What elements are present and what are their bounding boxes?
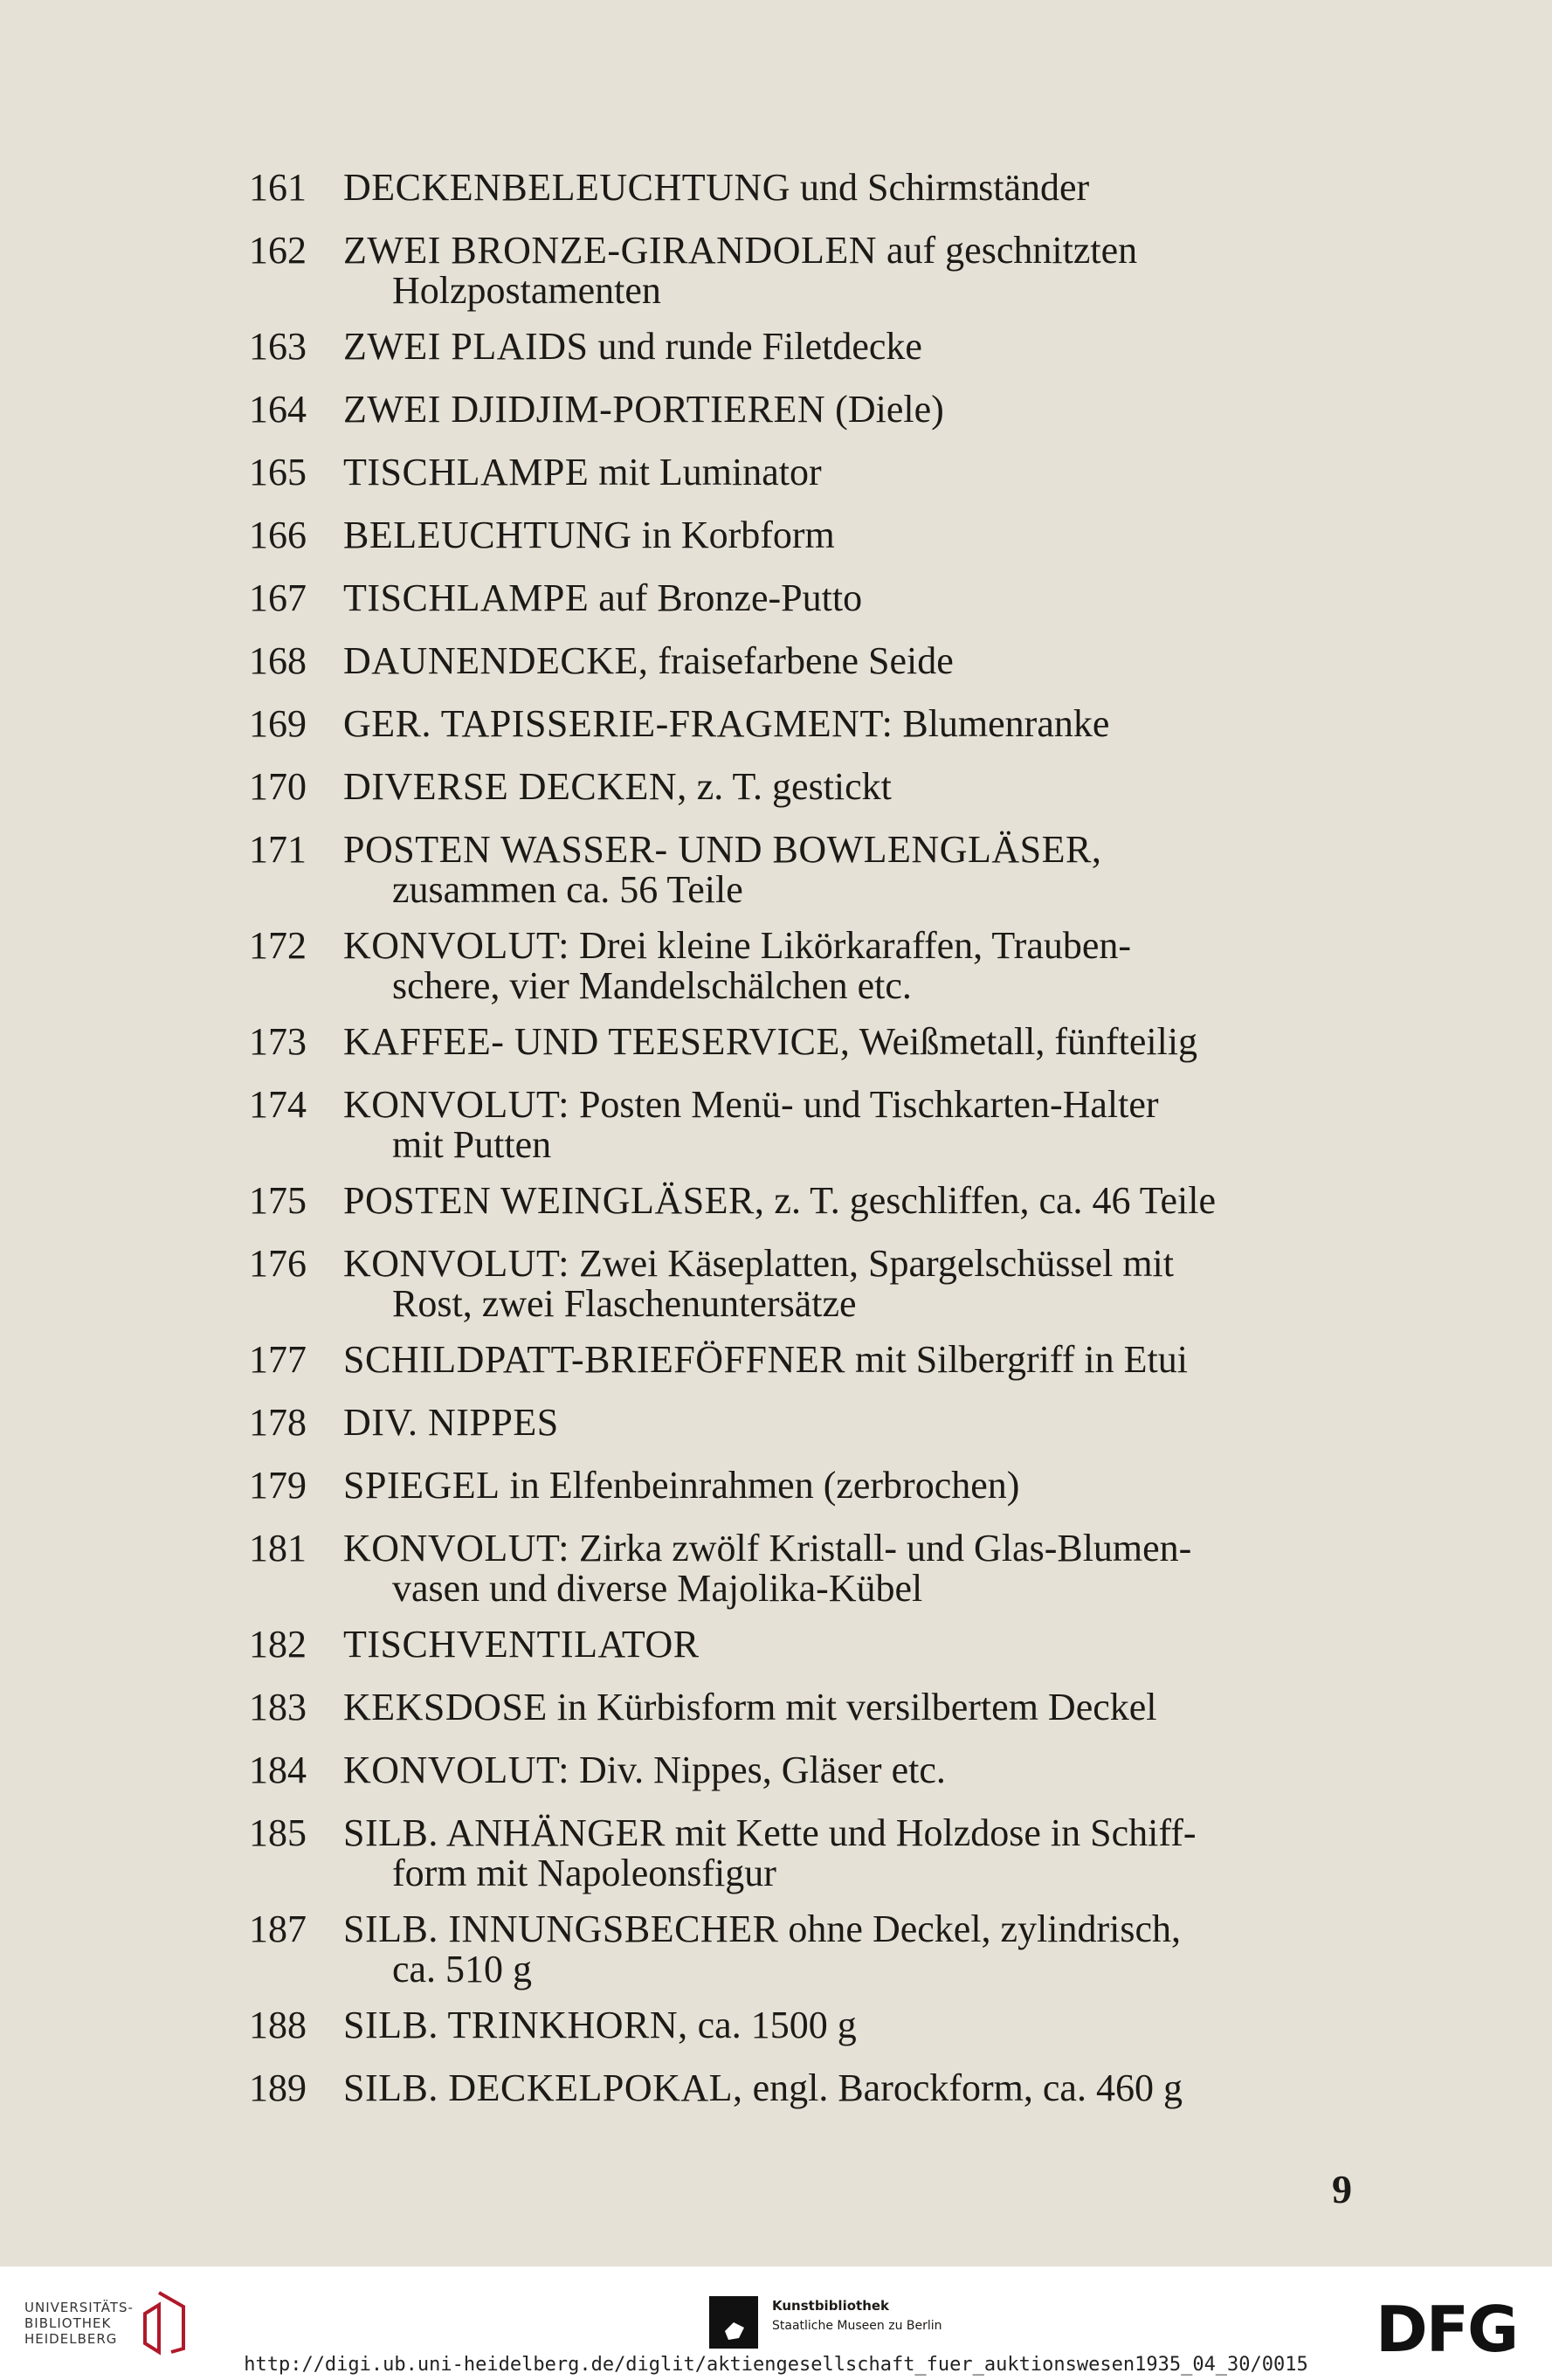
lot-entry	[249, 327, 1371, 367]
lot-description	[343, 767, 1371, 807]
lot-detail-continued: schere, vier Mandelschälchen etc.	[392, 964, 912, 1007]
lot-title: KAFFEE- UND TEESERVICE,	[343, 1020, 851, 1063]
lot-title: BELEUCHTUNG	[343, 514, 632, 556]
page-number: 9	[1332, 2167, 1352, 2211]
lot-number: 174	[249, 1083, 307, 1126]
lot-title: ZWEI DJIDJIM-PORTIEREN	[343, 388, 826, 431]
lot-entry	[249, 1403, 1371, 1443]
lot-description	[343, 2005, 1371, 2045]
lot-entry	[249, 1750, 1371, 1790]
lot-number: 165	[249, 451, 307, 493]
lot-number: 175	[249, 1179, 307, 1222]
lot-entry	[249, 926, 1371, 1006]
lot-title: TISCHLAMPE	[343, 576, 590, 619]
heidelberg-library-label	[24, 2300, 134, 2347]
source-url[interactable]: http://digi.ub.uni-heidelberg.de/diglit/aktiengesellschaft_fuer_auktionswesen1935_04_30/0015	[244, 2354, 1308, 2376]
lot-entry	[249, 1466, 1371, 1506]
lot-entry	[249, 1085, 1371, 1165]
lot-entry	[249, 641, 1371, 681]
lot-number: 162	[249, 229, 307, 272]
lot-detail: Zwei Käseplatten, Spargelschüssel mit	[569, 1242, 1174, 1285]
lot-title: POSTEN WASSER- UND BOWLENGLÄSER,	[343, 828, 1102, 871]
heidelberg-logo-icon	[133, 2287, 194, 2357]
lot-entry	[249, 2068, 1371, 2108]
lot-detail-continued: vasen und diverse Majolika-Kübel	[392, 1567, 923, 1610]
lot-title: KONVOLUT:	[343, 1527, 569, 1569]
lot-detail: mit Luminator	[589, 451, 822, 493]
lot-title: TISCHVENTILATOR	[343, 1623, 700, 1666]
lot-detail-continued: zusammen ca. 56 Teile	[392, 868, 743, 911]
lot-description	[343, 1244, 1371, 1324]
lot-number: 189	[249, 2066, 307, 2109]
lot-detail: z. T. gestickt	[686, 765, 892, 808]
lot-detail: ca. 1500 g	[687, 2004, 857, 2046]
lot-number: 176	[249, 1242, 307, 1285]
lot-description	[343, 1181, 1371, 1221]
lot-description	[343, 2068, 1371, 2108]
lot-description	[343, 327, 1371, 367]
lot-number: 177	[249, 1338, 307, 1381]
lot-number: 167	[249, 576, 307, 619]
lot-title: ZWEI PLAIDS	[343, 325, 589, 368]
lot-number: 166	[249, 514, 307, 556]
lot-title: DAUNENDECKE,	[343, 639, 649, 682]
lot-description	[343, 1528, 1371, 1609]
digitization-footer	[0, 2266, 1552, 2380]
lot-entry	[249, 1909, 1371, 1990]
lot-description	[343, 1022, 1371, 1062]
lot-entry	[249, 1244, 1371, 1324]
lot-entry	[249, 1340, 1371, 1380]
lot-title: KONVOLUT:	[343, 924, 569, 967]
lot-entry	[249, 231, 1371, 311]
lot-entry	[249, 830, 1371, 910]
lot-entry	[249, 452, 1371, 493]
lot-number: 178	[249, 1401, 307, 1444]
lot-title: KONVOLUT:	[343, 1749, 569, 1791]
lot-number: 169	[249, 702, 307, 745]
lot-entry	[249, 390, 1371, 430]
lot-entry	[249, 1528, 1371, 1609]
lot-title: SILB. INNUNGSBECHER	[343, 1907, 779, 1950]
lot-title: DECKENBELEUCHTUNG	[343, 166, 791, 209]
lot-number: 179	[249, 1464, 307, 1507]
lot-description	[343, 1403, 1371, 1443]
lot-number: 184	[249, 1749, 307, 1791]
lot-title: KONVOLUT:	[343, 1242, 569, 1285]
lot-entry	[249, 1813, 1371, 1894]
lot-number: 161	[249, 166, 307, 209]
library-line-2: BIBLIOTHEK	[24, 2315, 112, 2331]
lot-number: 168	[249, 639, 307, 682]
lot-title: DIVERSE DECKEN,	[343, 765, 687, 808]
lot-detail: Zirka zwölf Kristall- und Glas-Blumen-	[569, 1527, 1192, 1569]
lot-detail: in Kürbisform mit versilbertem Deckel	[547, 1686, 1157, 1728]
lot-detail: Blumenranke	[893, 702, 1110, 745]
lot-title: KONVOLUT:	[343, 1083, 569, 1126]
lot-description	[343, 452, 1371, 493]
lot-entry	[249, 168, 1371, 208]
kunstbibliothek-eagle-icon	[709, 2296, 762, 2352]
lot-entry	[249, 1687, 1371, 1728]
lot-detail: engl. Barockform, ca. 460 g	[742, 2066, 1183, 2109]
library-line-1: UNIVERSITÄTS-	[24, 2300, 134, 2315]
lot-detail: z. T. geschliffen, ca. 46 Teile	[764, 1179, 1217, 1222]
lot-number: 182	[249, 1623, 307, 1666]
lot-description	[343, 1625, 1371, 1665]
kunstbibliothek-title: Kunstbibliothek	[772, 2298, 890, 2314]
lot-detail-continued: mit Putten	[392, 1123, 552, 1166]
lot-description	[343, 1687, 1371, 1728]
lot-entry	[249, 578, 1371, 618]
lot-entry	[249, 704, 1371, 744]
lot-entry	[249, 2005, 1371, 2045]
lot-description	[343, 578, 1371, 618]
lot-detail: Weißmetall, fünfteilig	[850, 1020, 1198, 1063]
lot-detail-continued: Holzpostamenten	[392, 269, 661, 312]
lot-number: 183	[249, 1686, 307, 1728]
lot-number: 171	[249, 828, 307, 871]
lot-title: SPIEGEL	[343, 1464, 500, 1507]
lot-description	[343, 1340, 1371, 1380]
lot-title: SCHILDPATT-BRIEFÖFFNER	[343, 1338, 846, 1381]
lot-title: GER. TAPISSERIE-FRAGMENT:	[343, 702, 893, 745]
lot-detail: ohne Deckel, zylindrisch,	[778, 1907, 1182, 1950]
lot-list	[249, 168, 1371, 2131]
lot-description	[343, 830, 1371, 910]
lot-entry	[249, 1625, 1371, 1665]
lot-description	[343, 1085, 1371, 1165]
lot-number: 181	[249, 1527, 307, 1569]
lot-detail: in Korbform	[631, 514, 835, 556]
lot-title: TISCHLAMPE	[343, 451, 590, 493]
lot-number: 185	[249, 1811, 307, 1854]
lot-entry	[249, 767, 1371, 807]
lot-description	[343, 704, 1371, 744]
lot-number: 188	[249, 2004, 307, 2046]
lot-detail: Posten Menü- und Tischkarten-Halter	[569, 1083, 1159, 1126]
lot-detail: und runde Filetdecke	[588, 325, 922, 368]
lot-number: 163	[249, 325, 307, 368]
lot-description	[343, 1909, 1371, 1990]
lot-number: 173	[249, 1020, 307, 1063]
lot-detail: auf Bronze-Putto	[589, 576, 863, 619]
lot-detail: auf geschnitzten	[877, 229, 1138, 272]
lot-detail: Drei kleine Likörkaraffen, Trauben-	[569, 924, 1132, 967]
lot-detail-continued: ca. 510 g	[392, 1948, 533, 1990]
lot-description	[343, 231, 1371, 311]
lot-detail: fraisefarbene Seide	[648, 639, 954, 682]
lot-description	[343, 168, 1371, 208]
lot-entry	[249, 1022, 1371, 1062]
lot-title: POSTEN WEINGLÄSER,	[343, 1179, 765, 1222]
dfg-logo: DFG	[1376, 2293, 1518, 2366]
lot-description	[343, 926, 1371, 1006]
lot-description	[343, 1466, 1371, 1506]
lot-detail: mit Silbergriff in Etui	[845, 1338, 1188, 1381]
lot-number: 164	[249, 388, 307, 431]
lot-title: KEKSDOSE	[343, 1686, 548, 1728]
lot-detail: (Diele)	[825, 388, 944, 431]
lot-description	[343, 1813, 1371, 1894]
lot-description	[343, 515, 1371, 555]
lot-description	[343, 641, 1371, 681]
library-line-3: HEIDELBERG	[24, 2331, 118, 2347]
kunstbibliothek-subtitle: Staatliche Museen zu Berlin	[772, 2319, 942, 2333]
lot-detail-continued: Rost, zwei Flaschenuntersätze	[392, 1282, 857, 1325]
lot-number: 170	[249, 765, 307, 808]
lot-title: SILB. ANHÄNGER	[343, 1811, 666, 1854]
lot-detail: in Elfenbeinrahmen (zerbrochen)	[500, 1464, 1020, 1507]
lot-title: SILB. DECKELPOKAL,	[343, 2066, 743, 2109]
lot-description	[343, 390, 1371, 430]
lot-entry	[249, 515, 1371, 555]
lot-number: 172	[249, 924, 307, 967]
lot-title: DIV. NIPPES	[343, 1401, 559, 1444]
lot-entry	[249, 1181, 1371, 1221]
lot-title: SILB. TRINKHORN,	[343, 2004, 688, 2046]
lot-detail: Div. Nippes, Gläser etc.	[569, 1749, 946, 1791]
lot-title: ZWEI BRONZE-GIRANDOLEN	[343, 229, 877, 272]
lot-detail: und Schirmständer	[790, 166, 1090, 209]
lot-detail-continued: form mit Napoleonsfigur	[392, 1852, 776, 1894]
lot-detail: mit Kette und Holzdose in Schiff-	[665, 1811, 1197, 1854]
lot-number: 187	[249, 1907, 307, 1950]
lot-description	[343, 1750, 1371, 1790]
